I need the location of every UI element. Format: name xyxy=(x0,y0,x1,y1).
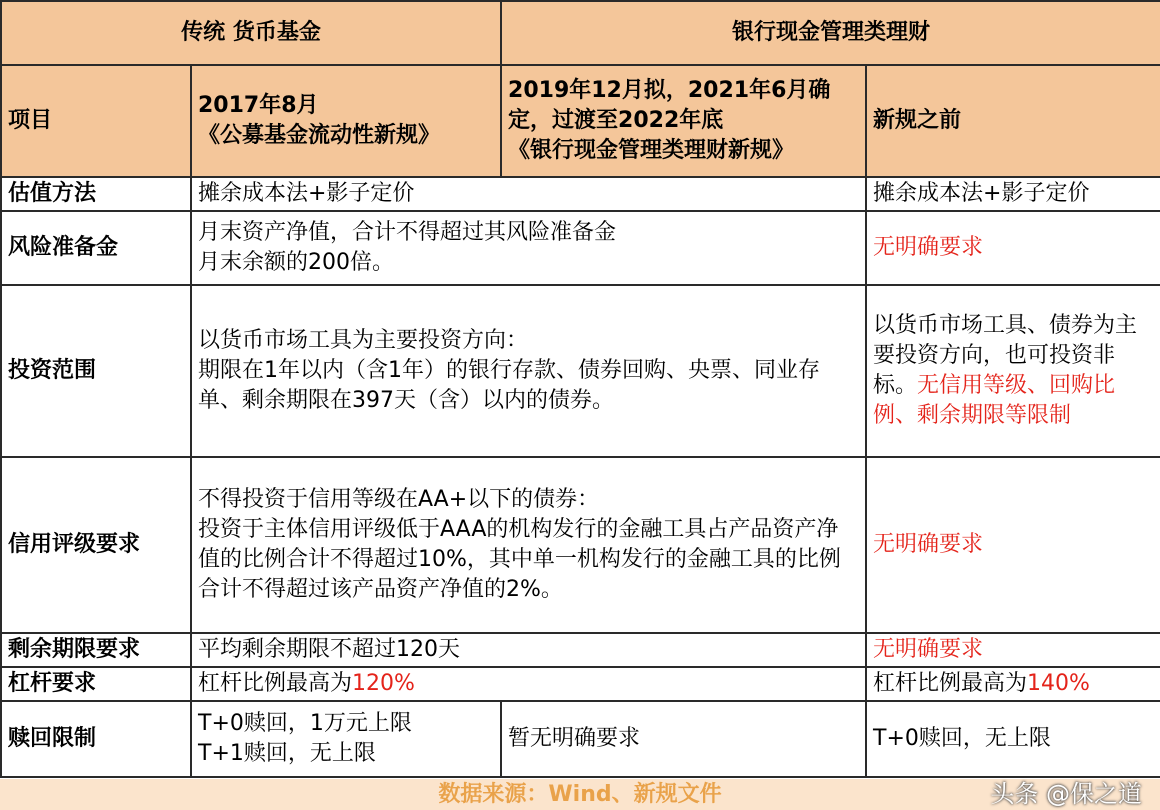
investment-scope-before-text: 以货币市场工具、债券为主要投资方向，也可投资非标。 xyxy=(873,313,1138,398)
redemption-before: T+0赎回，无上限 xyxy=(866,701,1160,777)
row-credit-rating xyxy=(1,457,1160,633)
bank-rule-title: 《银行现金管理类理财新规》 xyxy=(508,138,795,163)
header-before-rule: 新规之前 xyxy=(866,65,1160,177)
label-credit-rating: 信用评级要求 xyxy=(1,457,191,633)
fund-rule-title: 《公募基金流动性新规》 xyxy=(198,123,441,148)
row-investment-scope xyxy=(1,285,1160,457)
valuation-new-rule: 摊余成本法+影子定价 xyxy=(191,177,866,211)
credit-rating-before: 无明确要求 xyxy=(866,457,1160,633)
bank-rule-date-2: 定，过渡至2022年底 xyxy=(508,108,724,133)
remaining-term-new-rule: 平均剩余期限不超过120天 xyxy=(191,633,866,667)
fund-rule-date: 2017年8月 xyxy=(198,93,319,118)
credit-rating-line-1: 不得投资于信用等级在AA+以下的债券： xyxy=(198,487,600,512)
bank-rule-date-1: 2019年12月拟，2021年6月确 xyxy=(508,78,831,103)
investment-scope-new-rule xyxy=(191,285,866,457)
redemption-fund-line-1: T+0赎回，1万元上限 xyxy=(198,711,412,736)
label-redemption: 赎回限制 xyxy=(1,701,191,777)
header-fund-rule xyxy=(191,65,501,177)
risk-reserve-before: 无明确要求 xyxy=(866,211,1160,285)
credit-rating-line-2: 投资于主体信用评级低于AAA的机构发行的金融工具占产品资产净值的比例合计不得超过10%，其中单一机构发行的金融工具的比例合计不得超过该产品资产净值的2%。 xyxy=(198,517,841,602)
investment-scope-line-1: 以货币市场工具为主要投资方向： xyxy=(198,328,529,353)
investment-scope-before-red: 无信用等级、回购比例、剩余期限等限制 xyxy=(873,373,1116,428)
header-item: 项目 xyxy=(1,65,191,177)
row-risk-reserve xyxy=(1,211,1160,285)
leverage-before xyxy=(866,667,1160,701)
watermark: 头条 @保之道 xyxy=(990,780,1142,808)
redemption-fund xyxy=(191,701,501,777)
leverage-before-text: 杠杆比例最高为 xyxy=(873,671,1028,696)
header-bank-cash-management: 银行现金管理类理财 xyxy=(501,1,1160,65)
row-remaining-term xyxy=(1,633,1160,667)
valuation-before: 摊余成本法+影子定价 xyxy=(866,177,1160,211)
investment-scope-before xyxy=(866,285,1160,457)
redemption-bank: 暂无明确要求 xyxy=(501,701,866,777)
redemption-fund-line-2: T+1赎回，无上限 xyxy=(198,741,376,766)
leverage-new-rule xyxy=(191,667,866,701)
remaining-term-before: 无明确要求 xyxy=(866,633,1160,667)
row-valuation xyxy=(1,177,1160,211)
data-source-footer: 数据来源：Wind、新规文件 xyxy=(0,779,1160,810)
label-investment-scope: 投资范围 xyxy=(1,285,191,457)
risk-reserve-new-rule: 月末资产净值，合计不得超过其风险准备金月末余额的200倍。 xyxy=(191,211,866,285)
header-traditional-fund: 传统 货币基金 xyxy=(1,1,501,65)
credit-rating-new-rule xyxy=(191,457,866,633)
leverage-new-rule-value: 120% xyxy=(352,671,415,696)
leverage-new-rule-text: 杠杆比例最高为 xyxy=(198,671,353,696)
row-redemption xyxy=(1,701,1160,777)
label-valuation: 估值方法 xyxy=(1,177,191,211)
header-bank-rule xyxy=(501,65,866,177)
investment-scope-line-2: 期限在1年以内（含1年）的银行存款、债券回购、央票、同业存单、剩余期限在397天（含）以内的债券。 xyxy=(198,358,820,413)
label-risk-reserve: 风险准备金 xyxy=(1,211,191,285)
leverage-before-value: 140% xyxy=(1027,671,1090,696)
row-leverage xyxy=(1,667,1160,701)
label-remaining-term: 剩余期限要求 xyxy=(1,633,191,667)
label-leverage: 杠杆要求 xyxy=(1,667,191,701)
